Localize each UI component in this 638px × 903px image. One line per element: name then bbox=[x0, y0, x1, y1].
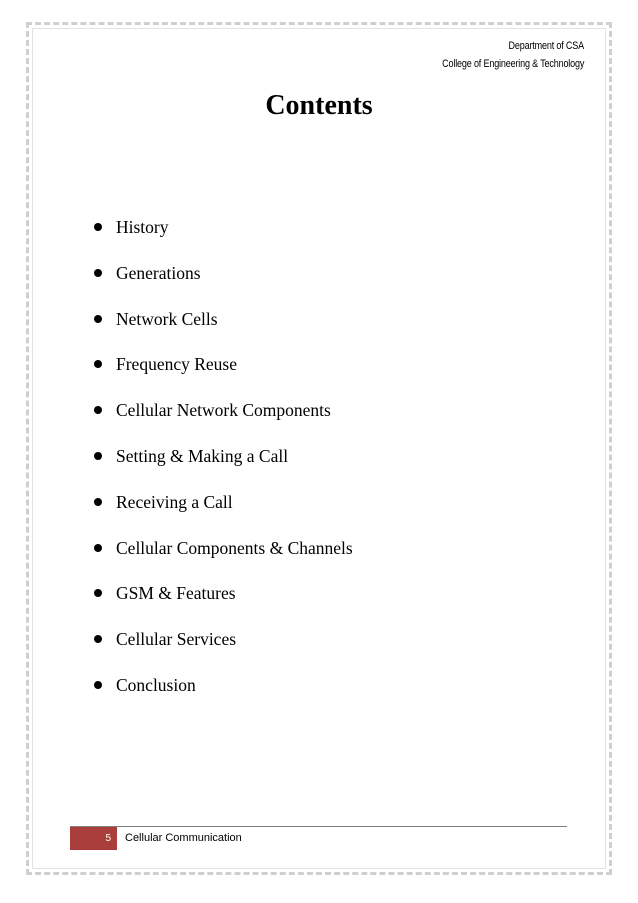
page-number: 5 bbox=[70, 827, 117, 850]
toc-item-label: Conclusion bbox=[116, 674, 196, 695]
toc-item-label: Receiving a Call bbox=[116, 491, 233, 512]
toc-item-label: History bbox=[116, 217, 169, 237]
toc-item-label: Cellular Network Components bbox=[116, 400, 331, 421]
bullet-icon bbox=[94, 544, 102, 552]
bullet-icon bbox=[94, 269, 102, 277]
toc-item bbox=[88, 213, 353, 259]
bullet-icon bbox=[94, 635, 102, 643]
bullet-icon bbox=[94, 681, 102, 689]
bullet-icon bbox=[94, 315, 102, 323]
toc-item bbox=[88, 671, 353, 717]
footer-title: Cellular Communication bbox=[125, 832, 242, 844]
header-college: College of Engineering & Technology bbox=[441, 58, 584, 70]
toc-item-label: Cellular Components & Channels bbox=[116, 537, 353, 558]
toc-item bbox=[88, 488, 353, 534]
toc-item-label: Cellular Services bbox=[116, 629, 237, 650]
toc-item bbox=[88, 259, 353, 305]
header-department: Department of CSA bbox=[508, 40, 584, 52]
page-title: Contents bbox=[265, 90, 373, 121]
bullet-icon bbox=[94, 223, 102, 231]
bullet-icon bbox=[94, 360, 102, 368]
bullet-icon bbox=[94, 589, 102, 597]
toc-item-label: Network Cells bbox=[116, 308, 218, 329]
bullet-icon bbox=[94, 406, 102, 414]
toc-item bbox=[88, 350, 353, 396]
toc-item bbox=[88, 625, 353, 671]
toc-item-label: Generations bbox=[116, 262, 201, 283]
toc-item bbox=[88, 579, 353, 625]
bullet-icon bbox=[94, 452, 102, 460]
toc-item bbox=[88, 305, 353, 351]
toc-item-label: Setting & Making a Call bbox=[116, 445, 289, 466]
toc-item bbox=[88, 534, 353, 580]
bullet-icon bbox=[94, 498, 102, 506]
table-of-contents bbox=[88, 213, 353, 717]
toc-item bbox=[88, 396, 353, 442]
toc-item-label: Frequency Reuse bbox=[116, 354, 238, 375]
toc-item bbox=[88, 442, 353, 488]
toc-item-label: GSM & Features bbox=[116, 583, 236, 604]
